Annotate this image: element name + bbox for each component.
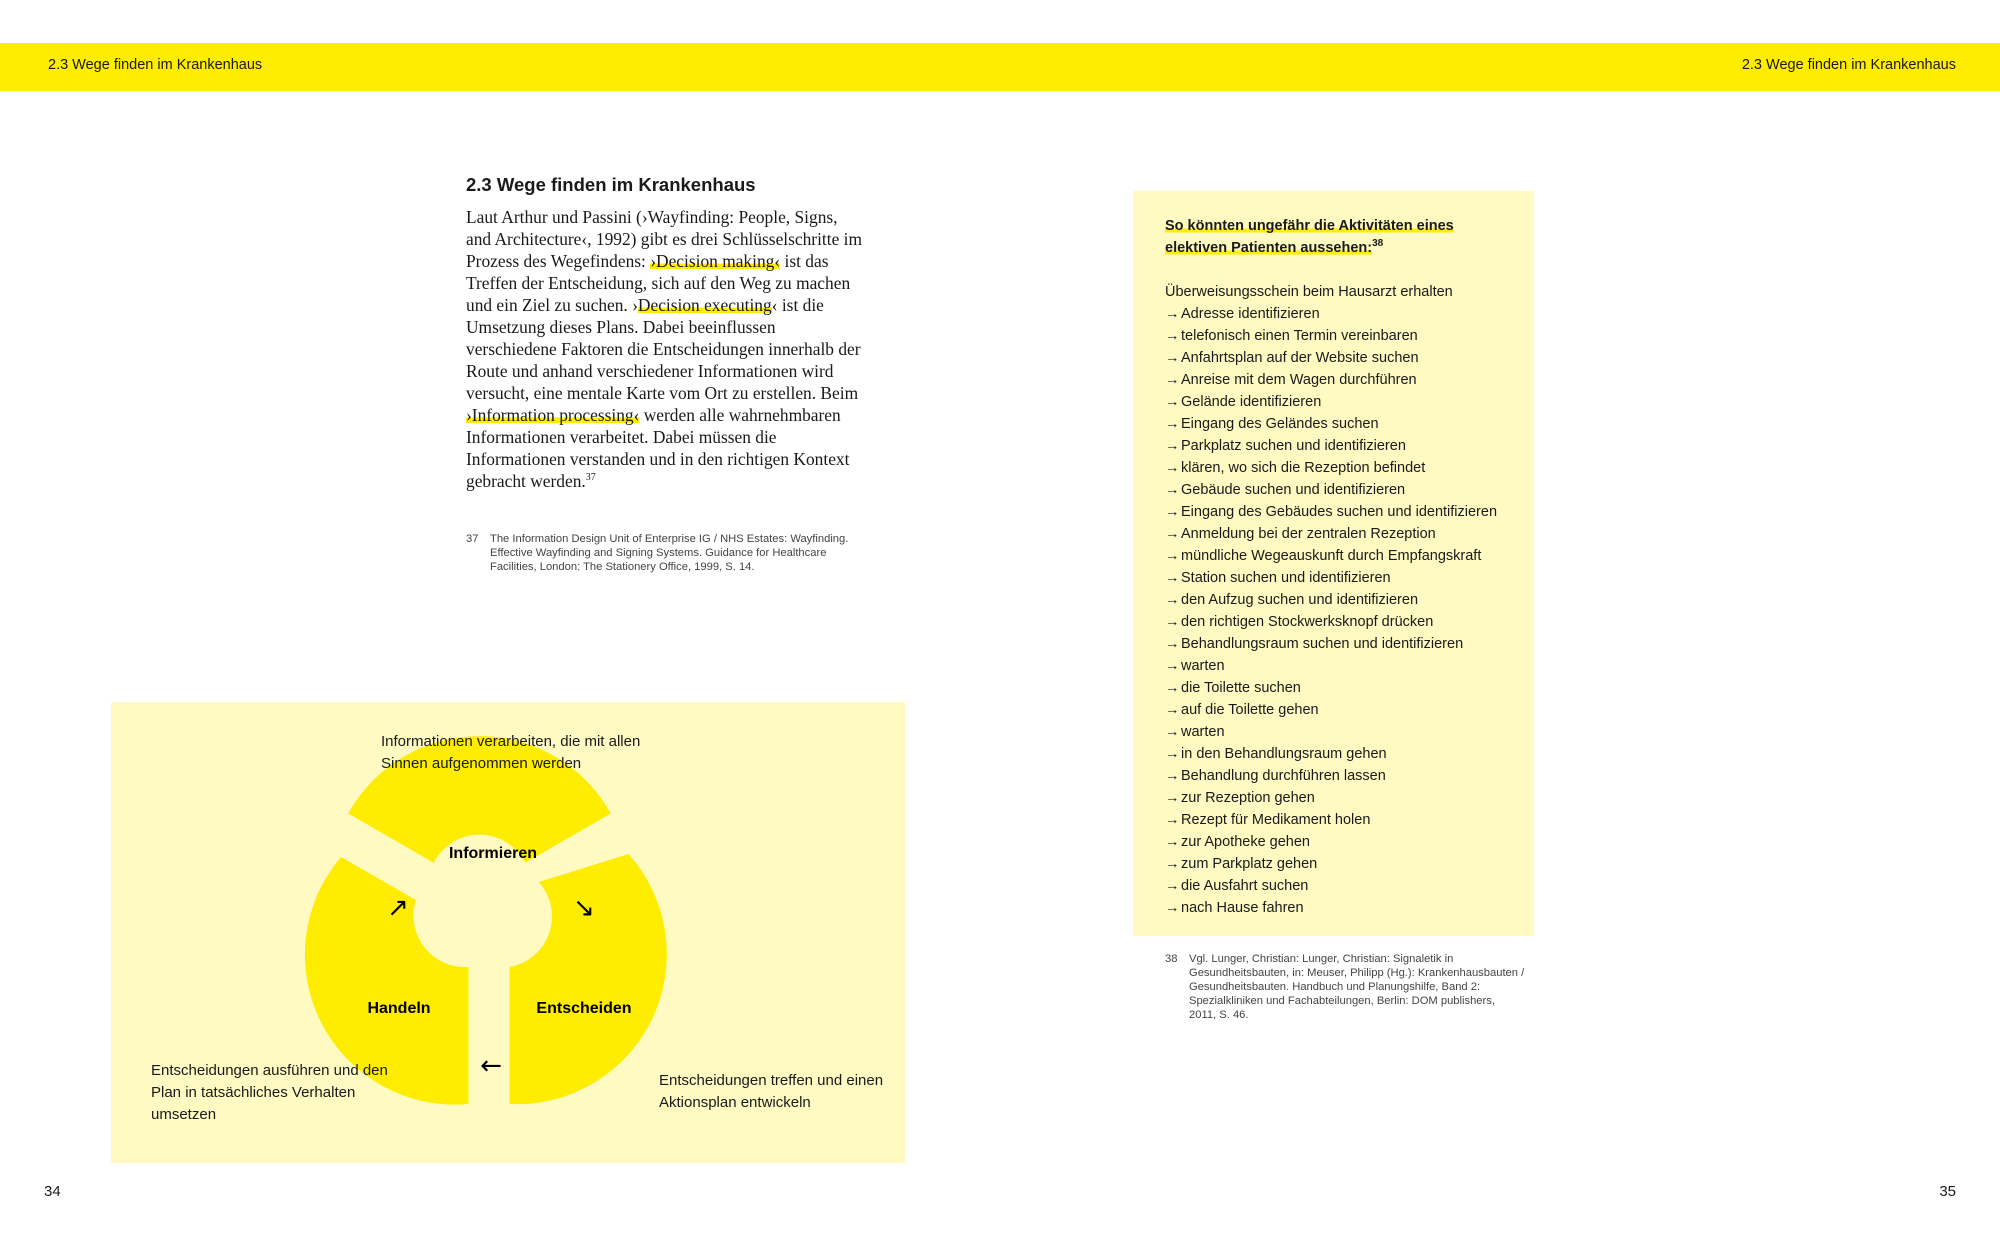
- list-item: [1165, 677, 1497, 699]
- segment-label-entscheiden: Entscheiden: [536, 1000, 632, 1017]
- list-item: [1165, 875, 1497, 897]
- arrow-right-icon: →: [1165, 636, 1180, 652]
- list-item: [1165, 743, 1497, 765]
- list-item-label: klären, wo sich die Rezeption befindet: [1181, 460, 1426, 476]
- list-item: [1165, 897, 1497, 919]
- list-item-label: zum Parkplatz gehen: [1181, 856, 1318, 872]
- list-item-label: den richtigen Stockwerksknopf drücken: [1181, 614, 1434, 630]
- list-item-label: Eingang des Geländes suchen: [1181, 416, 1379, 432]
- arrow-right-icon: →: [1165, 350, 1180, 366]
- list-item: [1165, 523, 1497, 545]
- list-item-label: Behandlungsraum suchen und identifizieren: [1181, 636, 1464, 652]
- list-item: [1165, 325, 1497, 347]
- arrow-right-icon: →: [1165, 482, 1180, 498]
- arrow-right-icon: →: [1165, 702, 1180, 718]
- label-entscheiden-description: Entscheidungen treffen und einen Aktionsplan entwickeln: [659, 1072, 884, 1111]
- arrow-right-icon: →: [1165, 680, 1180, 696]
- list-item-label: Gebäude suchen und identifizieren: [1181, 482, 1406, 498]
- list-item-label: den Aufzug suchen und identifizieren: [1181, 592, 1419, 608]
- list-item-label: zur Rezeption gehen: [1181, 790, 1315, 806]
- wayfinding-cycle-diagram: [111, 702, 905, 1163]
- label-informieren-description: Informationen verarbeiten, die mit allen Sinnen aufgenommen werden: [381, 733, 641, 772]
- arrow-right-icon: →: [1165, 746, 1180, 762]
- list-item-label: warten: [1181, 724, 1225, 740]
- arrow-right-icon: →: [1165, 878, 1180, 894]
- arrow-handeln-to-informieren: ↗: [387, 893, 409, 923]
- list-item: [1165, 303, 1497, 325]
- list-item: [1165, 721, 1497, 743]
- arrow-right-icon: →: [1165, 372, 1180, 388]
- arrow-right-icon: →: [1165, 834, 1180, 850]
- list-item-label: Adresse identifizieren: [1181, 306, 1320, 322]
- arrow-right-icon: →: [1165, 790, 1180, 806]
- list-item-label: Parkplatz suchen und identifizieren: [1181, 438, 1406, 454]
- list-item: [1165, 589, 1497, 611]
- list-item-label: Gelände identifizieren: [1181, 394, 1322, 410]
- list-item: [1165, 787, 1497, 809]
- list-item-label: telefonisch einen Termin vereinbaren: [1181, 328, 1418, 344]
- body-text-part-4: werden alle wahrnehmbaren Informationen verarbeitet. Dabei müssen die Informationen verstanden und in den richtigen Kontext gebracht werden.: [466, 405, 850, 491]
- header-band: [0, 43, 2000, 91]
- list-item: [1165, 853, 1497, 875]
- list-item: [1165, 347, 1497, 369]
- list-item: [1165, 457, 1497, 479]
- label-handeln-description: Entscheidungen ausführen und den Plan in tatsächliches Verhalten umsetzen: [151, 1062, 388, 1123]
- footnote-ref-37[interactable]: 37: [585, 472, 596, 484]
- list-item: [1165, 633, 1497, 655]
- activity-list: [1165, 303, 1497, 919]
- footnote-number: 37: [466, 533, 479, 545]
- running-header-right: 2.3 Wege finden im Krankenhaus: [1741, 57, 1956, 73]
- segment-label-informieren: Informieren: [448, 845, 538, 862]
- list-item: [1165, 435, 1497, 457]
- arrow-right-icon: →: [1165, 614, 1180, 630]
- section-title: 2.3 Wege finden im Krankenhaus: [466, 174, 756, 195]
- highlight-decision-executing: Decision executing: [637, 295, 772, 315]
- arrow-right-icon: →: [1165, 570, 1180, 586]
- list-item: [1165, 699, 1497, 721]
- list-item-label: die Ausfahrt suchen: [1181, 878, 1309, 894]
- list-item-label: Anfahrtsplan auf der Website suchen: [1181, 350, 1419, 366]
- activity-box: [1133, 191, 1534, 936]
- arrow-informieren-to-entscheiden: ↘: [573, 893, 595, 923]
- list-item-label: in den Behandlungsraum gehen: [1181, 746, 1387, 762]
- arrow-right-icon: →: [1165, 438, 1180, 454]
- list-item: [1165, 809, 1497, 831]
- activity-heading-text: So könnten ungefähr die Aktivitäten eines elektiven Patienten aussehen:: [1165, 218, 1454, 256]
- list-item-label: nach Hause fahren: [1181, 900, 1304, 916]
- list-item-label: die Toilette suchen: [1181, 680, 1301, 696]
- list-item-label: zur Apotheke gehen: [1181, 834, 1310, 850]
- arrow-right-icon: →: [1165, 504, 1180, 520]
- body-text-part-3: ‹ ist die Umsetzung dieses Plans. Dabei beeinflussen verschiedene Faktoren die Entscheidungen innerhalb der Route und anhand verschiedener Informationen wird versucht, eine mentale Karte vom Ort zu erstellen. Beim: [466, 295, 861, 403]
- arrow-right-icon: →: [1165, 394, 1180, 410]
- highlight-decision-making: ›Decision making‹: [650, 251, 781, 271]
- arrow-right-icon: →: [1165, 592, 1180, 608]
- footnote-number: 38: [1165, 953, 1178, 965]
- list-item: [1165, 831, 1497, 853]
- footnote-text: The Information Design Unit of Enterprise IG / NHS Estates: Wayfinding. Effective Wayfinding and Signing Systems. Guidance for Healthcare Facilities, London: The Stationery Office, 1999, S. 14.: [490, 533, 849, 573]
- list-item: [1165, 369, 1497, 391]
- arrow-right-icon: →: [1165, 460, 1180, 476]
- page-number-left: 34: [44, 1183, 61, 1200]
- list-item-label: Station suchen und identifizieren: [1181, 570, 1391, 586]
- list-item: [1165, 765, 1497, 787]
- arrow-right-icon: →: [1165, 812, 1180, 828]
- list-item-label: Anmeldung bei der zentralen Rezeption: [1181, 526, 1436, 542]
- list-item: [1165, 567, 1497, 589]
- list-item-label: Eingang des Gebäudes suchen und identifizieren: [1181, 504, 1498, 520]
- list-item-label: Rezept für Medikament holen: [1181, 812, 1371, 828]
- body-text-part-1: Laut Arthur und Passini (›Wayfinding: People, Signs, and Architecture‹, 1992) gibt es drei Schlüsselschritte im Prozess des Wegefindens:: [466, 207, 863, 271]
- arrow-right-icon: →: [1165, 416, 1180, 432]
- arrow-right-icon: →: [1165, 900, 1180, 916]
- footnote-text: Vgl. Lunger, Christian: Lunger, Christian: Signaletik in Gesundheitsbauten, in: Meuser, Philipp (Hg.): Krankenhausbauten / Gesundheitsbauten. Handbuch und Planungshilfe, Band 2: Spezialkliniken und Fachabteilungen, Berlin: DOM publishers, 2011, S. 46.: [1189, 953, 1525, 1021]
- body-text-part-2: ist das Treffen der Entscheidung, sich auf den Weg zu machen und ein Ziel zu suchen. ›: [466, 251, 851, 315]
- arrow-right-icon: →: [1165, 658, 1180, 674]
- list-item-label: Anreise mit dem Wagen durchführen: [1181, 372, 1417, 388]
- arrow-right-icon: →: [1165, 526, 1180, 542]
- page-number-right: 35: [1939, 1183, 1956, 1200]
- list-item-label: Behandlung durchführen lassen: [1181, 768, 1386, 784]
- segment-label-handeln: Handeln: [367, 1000, 431, 1017]
- activity-heading: [1165, 215, 1515, 259]
- list-item: [1165, 479, 1497, 501]
- list-item: [1165, 655, 1497, 677]
- highlight-information-processing: ›Information processing‹: [466, 405, 640, 425]
- arrow-right-icon: →: [1165, 306, 1180, 322]
- list-item: [1165, 413, 1497, 435]
- arrow-right-icon: →: [1165, 328, 1180, 344]
- list-item: [1165, 391, 1497, 413]
- list-item-label: warten: [1181, 658, 1225, 674]
- arrow-right-icon: →: [1165, 856, 1180, 872]
- arrow-right-icon: →: [1165, 768, 1180, 784]
- arrow-entscheiden-to-handeln: ←: [480, 1051, 502, 1081]
- segment-entscheiden: [510, 854, 667, 1104]
- list-item: [1165, 545, 1497, 567]
- footnote-ref-38[interactable]: 38: [1372, 238, 1384, 250]
- activity-intro: Überweisungsschein beim Hausarzt erhalten: [1165, 284, 1453, 300]
- list-item-label: mündliche Wegeauskunft durch Empfangskraft: [1181, 548, 1482, 564]
- list-item-label: auf die Toilette gehen: [1181, 702, 1319, 718]
- body-paragraph: [466, 206, 866, 492]
- running-header-left: 2.3 Wege finden im Krankenhaus: [48, 57, 263, 73]
- list-item: [1165, 501, 1497, 523]
- arrow-right-icon: →: [1165, 548, 1180, 564]
- list-item: [1165, 611, 1497, 633]
- arrow-right-icon: →: [1165, 724, 1180, 740]
